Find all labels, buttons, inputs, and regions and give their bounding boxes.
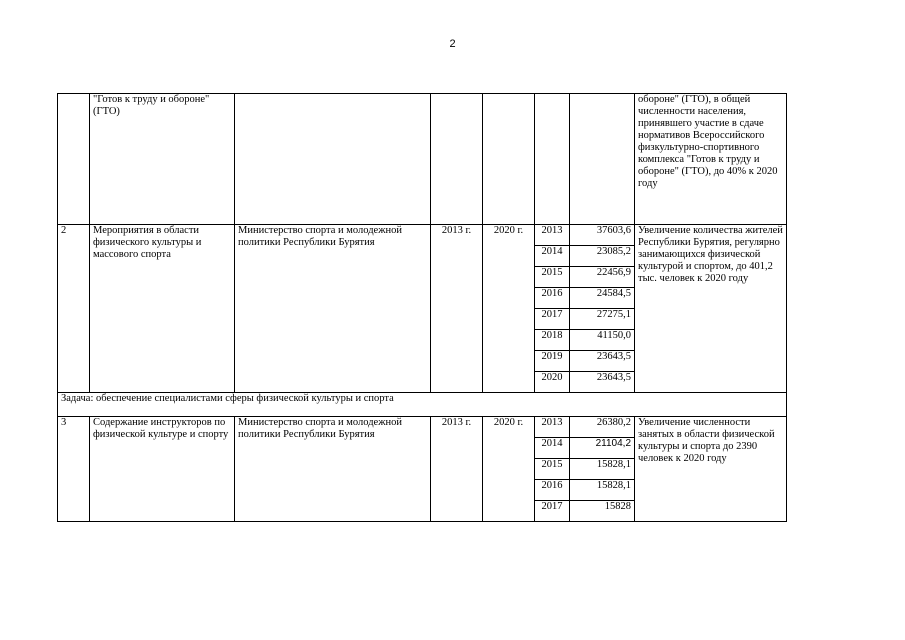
row2-year: 2019 xyxy=(535,351,570,372)
row2-year: 2020 xyxy=(535,372,570,393)
row2-value: 23085,2 xyxy=(570,246,635,267)
row3-year: 2016 xyxy=(535,480,570,501)
row3-value: 15828 xyxy=(570,501,635,522)
table-row xyxy=(58,225,787,246)
row2-value: 24584,5 xyxy=(570,288,635,309)
row3-value: 21104,2 xyxy=(570,438,635,459)
program-table xyxy=(57,93,787,522)
row2-year: 2014 xyxy=(535,246,570,267)
cont-year-cell xyxy=(535,94,570,225)
continuation-row xyxy=(58,94,787,225)
row3-number: 3 xyxy=(58,417,90,522)
row2-number: 2 xyxy=(58,225,90,393)
row3-result: Увеличение численности занятых в области физической культуры и спорта до 2390 человек к 2020 году xyxy=(635,417,787,522)
row2-executor: Министерство спорта и молодежной политики Республики Бурятия xyxy=(235,225,431,393)
row2-year: 2013 xyxy=(535,225,570,246)
row3-year: 2014 xyxy=(535,438,570,459)
row3-name: Содержание инструкторов по физической культуре и спорту xyxy=(90,417,235,522)
row2-year: 2015 xyxy=(535,267,570,288)
row2-value: 23643,5 xyxy=(570,351,635,372)
row3-end: 2020 г. xyxy=(483,417,535,522)
row2-year: 2017 xyxy=(535,309,570,330)
row2-start: 2013 г. xyxy=(431,225,483,393)
row3-year: 2013 xyxy=(535,417,570,438)
table-row xyxy=(58,417,787,438)
row3-executor: Министерство спорта и молодежной политики Республики Бурятия xyxy=(235,417,431,522)
row3-value: 15828,1 xyxy=(570,480,635,501)
row3-value: 15828,1 xyxy=(570,459,635,480)
row3-year: 2017 xyxy=(535,501,570,522)
row2-end: 2020 г. xyxy=(483,225,535,393)
row2-year: 2018 xyxy=(535,330,570,351)
task-row xyxy=(58,393,787,417)
row3-year: 2015 xyxy=(535,459,570,480)
row2-value: 23643,5 xyxy=(570,372,635,393)
cont-end-cell xyxy=(483,94,535,225)
row2-name: Мероприятия в области физического культуры и массового спорта xyxy=(90,225,235,393)
row2-value: 41150,0 xyxy=(570,330,635,351)
row3-value: 26380,2 xyxy=(570,417,635,438)
cont-name-cell: "Готов к труду и обороне" (ГТО) xyxy=(90,94,235,225)
cont-executor-cell xyxy=(235,94,431,225)
row2-result: Увеличение количества жителей Республики Бурятия, регулярно занимающихся физической культурой и спортом, до 401,2 тыс. человек к 2020 году xyxy=(635,225,787,393)
row2-year: 2016 xyxy=(535,288,570,309)
cont-result-cell: обороне" (ГТО), в общей численности населения, принявшего участие в сдаче нормативов Всероссийского физкультурно-спортивного комплекса "Готов к труду и обороне" (ГТО), до 40% к 2020 году xyxy=(635,94,787,225)
row3-start: 2013 г. xyxy=(431,417,483,522)
cont-value-cell xyxy=(570,94,635,225)
cont-number-cell xyxy=(58,94,90,225)
cont-start-cell xyxy=(431,94,483,225)
row2-value: 27275,1 xyxy=(570,309,635,330)
task-heading: Задача: обеспечение специалистами сферы физической культуры и спорта xyxy=(58,393,787,417)
row2-value: 22456,9 xyxy=(570,267,635,288)
page-number: 2 xyxy=(449,38,456,50)
row2-value: 37603,6 xyxy=(570,225,635,246)
